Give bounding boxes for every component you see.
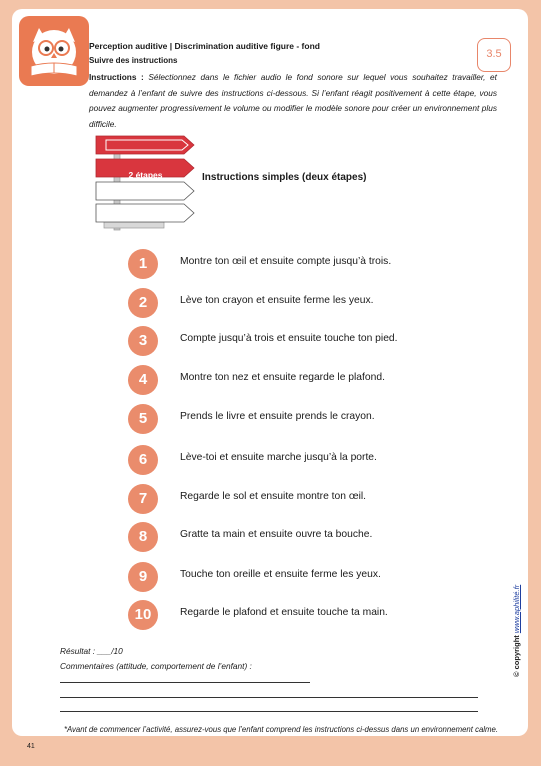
item-number: 6 — [128, 445, 158, 475]
item-text: Gratte ta main et ensuite ouvre ta bouche. — [180, 529, 373, 540]
item-number: 7 — [128, 484, 158, 514]
item-text: Compte jusqu’à trois et ensuite touche ton pied. — [180, 333, 398, 344]
item-text: Touche ton oreille et ensuite ferme les yeux. — [180, 569, 381, 580]
item-text: Lève ton crayon et ensuite ferme les yeux. — [180, 295, 374, 306]
footnote: *Avant de commencer l’activité, assurez-vous que l’enfant comprend les instructions ci-dessus dans un environnement calme. — [63, 725, 499, 734]
item-text: Regarde le sol et ensuite montre ton œil. — [180, 491, 367, 502]
comment-line[interactable] — [60, 711, 478, 712]
item-number: 9 — [128, 562, 158, 592]
item-number: 3 — [128, 326, 158, 356]
instructions-label: Instructions : — [89, 72, 144, 82]
instructions-text: Sélectionnez dans le fichier audio le fond sonore sur lequel vous souhaitez travailler, et demandez à l’enfant de suivre des instructions ci-dessous. Si l’enfant réagit positivement à cette étape, vous pouvez augmenter progressivement le volume ou modifier le modèle sonore pour créer un environnement plus difficile. — [89, 72, 497, 129]
item-number: 2 — [128, 288, 158, 318]
instructions-paragraph — [89, 70, 497, 132]
item-number: 8 — [128, 522, 158, 552]
direction-signpost-icon — [92, 134, 197, 234]
copyright-text: © copyright — [512, 635, 521, 677]
item-number: 4 — [128, 365, 158, 395]
item-text: Montre ton œil et ensuite compte jusqu’à trois. — [180, 256, 392, 267]
item-number: 10 — [128, 600, 158, 630]
activity-title: Perception auditive | Discrimination auditive figure - fond — [89, 41, 320, 51]
item-text: Lève-toi et ensuite marche jusqu’à la porte. — [180, 452, 377, 463]
signpost-label: 2 étapes — [128, 170, 163, 180]
copyright-notice — [512, 585, 521, 677]
worksheet-page — [12, 9, 528, 736]
item-text: Regarde le plafond et ensuite touche ta main. — [180, 607, 388, 618]
website-link[interactable]: www.aphilité.fr — [512, 584, 521, 634]
result-score: Résultat : ___/10 — [60, 646, 123, 656]
activity-number-badge: 3.5 — [477, 38, 511, 72]
comment-line[interactable] — [60, 697, 478, 698]
owl-logo — [19, 16, 89, 86]
comment-line[interactable] — [60, 682, 310, 683]
section-title: Instructions simples (deux étapes) — [202, 172, 367, 183]
page-number: 41 — [27, 743, 35, 750]
owl-reading-book-icon — [19, 16, 89, 86]
item-number: 5 — [128, 404, 158, 434]
item-text: Prends le livre et ensuite prends le crayon. — [180, 411, 375, 422]
activity-subtitle: Suivre des instructions — [89, 56, 178, 65]
item-number: 1 — [128, 249, 158, 279]
item-text: Montre ton nez et ensuite regarde le plafond. — [180, 372, 385, 383]
comments-label: Commentaires (attitude, comportement de l’enfant) : — [60, 661, 252, 671]
